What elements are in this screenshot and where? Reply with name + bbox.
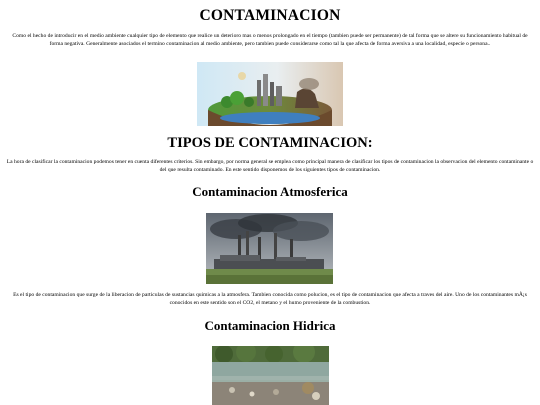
atmospheric-paragraph: Es el tipo de contaminacion que surge de la liberacion de particulas de sustancias quimicas a la atmosfera. Tambien conocida como polucion, es el tipo de contaminacion que afecta a traves del aire. Uno de los contaminantes mÃ¡s conocidos en este sentido son el CO2, el metano y el humo proveniente de la combustion. [13,292,527,306]
atmospheric-heading: Contaminacion Atmosferica [192,184,348,199]
earth-pollution-image [197,62,343,126]
types-heading: TIPOS DE CONTAMINACION: [167,135,373,151]
page-title: CONTAMINACION [199,7,341,24]
water-heading: Contaminacion Hidrica [204,318,336,333]
factory-smoke-image [206,213,333,284]
intro-paragraph: Como el hecho de introducir en el medio ambiente cualquier tipo de elemento que realice un deterioro mas o menos prolongado en el tiempo (tambien puede ser permanente) de tal forma que se altere su funcionamiento habitual de forma negativa. Generalmente asociados el termino contaminacion al medio ambiente, pero tambien puede considerarse como tal la que afecta de forma aversiva a una localidad, especie o persona.. [12,33,528,47]
types-paragraph: La hora de clasificar la contaminacion podemos tener en cuenta diferentes criterios. Sin embargo, por norma general se emplea como principal manera de clasificar los tipos de contaminacion la observacion del elemento contaminante o del que resulta contaminado. En este sentido disponemos de los siguientes tipos de contaminacion. [6,159,534,173]
water-pollution-image [212,346,329,405]
